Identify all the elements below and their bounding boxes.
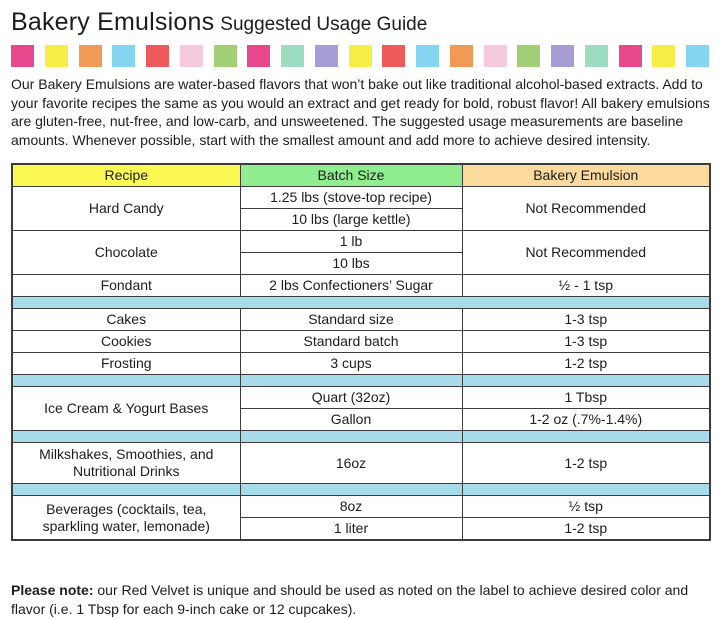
cell-emulsion-frosting: 1-2 tsp bbox=[462, 353, 710, 375]
table-row-hard-candy-1 bbox=[12, 187, 710, 209]
color-swatch bbox=[585, 45, 608, 67]
color-swatch bbox=[652, 45, 675, 67]
spacer-cell bbox=[12, 431, 240, 443]
header-recipe: Recipe bbox=[12, 164, 240, 187]
cell-batch-chocolate-2: 10 lbs bbox=[240, 253, 462, 275]
cell-emulsion-ice-cream-2: 1-2 oz (.7%-1.4%) bbox=[462, 409, 710, 431]
table-row-beverages-1 bbox=[12, 496, 710, 518]
table-row-cookies bbox=[12, 331, 710, 353]
cell-batch-frosting: 3 cups bbox=[240, 353, 462, 375]
cell-recipe-ice-cream: Ice Cream & Yogurt Bases bbox=[12, 387, 240, 431]
cell-emulsion-fondant: ½ - 1 tsp bbox=[462, 275, 710, 297]
table-row-ice-cream-1 bbox=[12, 387, 710, 409]
spacer-row bbox=[12, 297, 710, 309]
color-swatch bbox=[686, 45, 709, 67]
color-swatch bbox=[484, 45, 507, 67]
cell-emulsion-chocolate: Not Recommended bbox=[462, 231, 710, 275]
cell-emulsion-beverages-1: ½ tsp bbox=[462, 496, 710, 518]
cell-recipe-cookies: Cookies bbox=[12, 331, 240, 353]
color-swatch bbox=[450, 45, 473, 67]
table-row-milkshakes bbox=[12, 443, 710, 484]
color-swatch bbox=[11, 45, 34, 67]
cell-recipe-chocolate: Chocolate bbox=[12, 231, 240, 275]
cell-emulsion-beverages-2: 1-2 tsp bbox=[462, 518, 710, 541]
color-swatch bbox=[112, 45, 135, 67]
cell-batch-beverages-2: 1 liter bbox=[240, 518, 462, 541]
color-swatch bbox=[79, 45, 102, 67]
spacer-cell bbox=[240, 484, 462, 496]
cell-batch-chocolate-1: 1 lb bbox=[240, 231, 462, 253]
cell-emulsion-hard-candy: Not Recommended bbox=[462, 187, 710, 231]
title-subtitle: Suggested Usage Guide bbox=[220, 14, 428, 35]
title-main: Bakery Emulsions bbox=[11, 8, 215, 36]
spacer-row bbox=[12, 431, 710, 443]
color-strip bbox=[11, 45, 709, 67]
color-swatch bbox=[146, 45, 169, 67]
spacer-cell bbox=[462, 484, 710, 496]
color-swatch bbox=[315, 45, 338, 67]
table-row-cakes bbox=[12, 309, 710, 331]
color-swatch bbox=[214, 45, 237, 67]
cell-batch-hard-candy-1: 1.25 lbs (stove-top recipe) bbox=[240, 187, 462, 209]
header-bakery-emulsion: Bakery Emulsion bbox=[462, 164, 710, 187]
cell-emulsion-ice-cream-1: 1 Tbsp bbox=[462, 387, 710, 409]
cell-recipe-frosting: Frosting bbox=[12, 353, 240, 375]
color-swatch bbox=[416, 45, 439, 67]
cell-batch-ice-cream-2: Gallon bbox=[240, 409, 462, 431]
color-swatch bbox=[382, 45, 405, 67]
cell-recipe-fondant: Fondant bbox=[12, 275, 240, 297]
color-swatch bbox=[349, 45, 372, 67]
color-swatch bbox=[281, 45, 304, 67]
cell-batch-fondant: 2 lbs Confectioners’ Sugar bbox=[240, 275, 462, 297]
cell-recipe-beverages: Beverages (cocktails, tea, sparkling water, lemonade) bbox=[12, 496, 240, 541]
header-batch-size: Batch Size bbox=[240, 164, 462, 187]
footer-note bbox=[11, 581, 711, 619]
spacer-cell bbox=[462, 375, 710, 387]
color-swatch bbox=[551, 45, 574, 67]
color-swatch bbox=[247, 45, 270, 67]
cell-emulsion-milkshakes: 1-2 tsp bbox=[462, 443, 710, 484]
cell-recipe-hard-candy: Hard Candy bbox=[12, 187, 240, 231]
color-swatch bbox=[180, 45, 203, 67]
cell-recipe-milkshakes: Milkshakes, Smoothies, and Nutritional Drinks bbox=[12, 443, 240, 484]
spacer-cell bbox=[12, 297, 710, 309]
spacer-cell bbox=[462, 431, 710, 443]
header-row bbox=[12, 164, 710, 187]
cell-emulsion-cookies: 1-3 tsp bbox=[462, 331, 710, 353]
cell-batch-hard-candy-2: 10 lbs (large kettle) bbox=[240, 209, 462, 231]
footer-note-text: our Red Velvet is unique and should be used as noted on the label to achieve desired color and flavor (i.e. 1 Tbsp for each 9-inch cake or 12 cupcakes). bbox=[11, 582, 689, 617]
cell-batch-cakes: Standard size bbox=[240, 309, 462, 331]
intro-paragraph: Our Bakery Emulsions are water-based flavors that won’t bake out like traditional alcohol-based extracts. Add to your favorite recipes the same as you would an extract and get ready for bold, robust flavor! All bakery emulsions are gluten-free, nut-free, and low-carb, and unsweetened. The suggested usage measurements are baseline amounts. Whenever possible, start with the smallest amount and add more to achieve desired intensity. bbox=[11, 76, 710, 148]
cell-emulsion-cakes: 1-3 tsp bbox=[462, 309, 710, 331]
cell-batch-milkshakes: 16oz bbox=[240, 443, 462, 484]
table-row-fondant bbox=[12, 275, 710, 297]
spacer-cell bbox=[240, 375, 462, 387]
spacer-cell bbox=[240, 431, 462, 443]
spacer-row bbox=[12, 375, 710, 387]
footer-note-bold: Please note: bbox=[11, 582, 94, 598]
page-title bbox=[11, 8, 709, 37]
cell-batch-beverages-1: 8oz bbox=[240, 496, 462, 518]
cell-recipe-cakes: Cakes bbox=[12, 309, 240, 331]
table-row-frosting bbox=[12, 353, 710, 375]
cell-batch-cookies: Standard batch bbox=[240, 331, 462, 353]
color-swatch bbox=[45, 45, 68, 67]
color-swatch bbox=[619, 45, 642, 67]
spacer-cell bbox=[12, 484, 240, 496]
color-swatch bbox=[517, 45, 540, 67]
spacer-cell bbox=[12, 375, 240, 387]
spacer-row bbox=[12, 484, 710, 496]
usage-guide-table bbox=[11, 163, 711, 541]
table-row-chocolate-1 bbox=[12, 231, 710, 253]
cell-batch-ice-cream-1: Quart (32oz) bbox=[240, 387, 462, 409]
